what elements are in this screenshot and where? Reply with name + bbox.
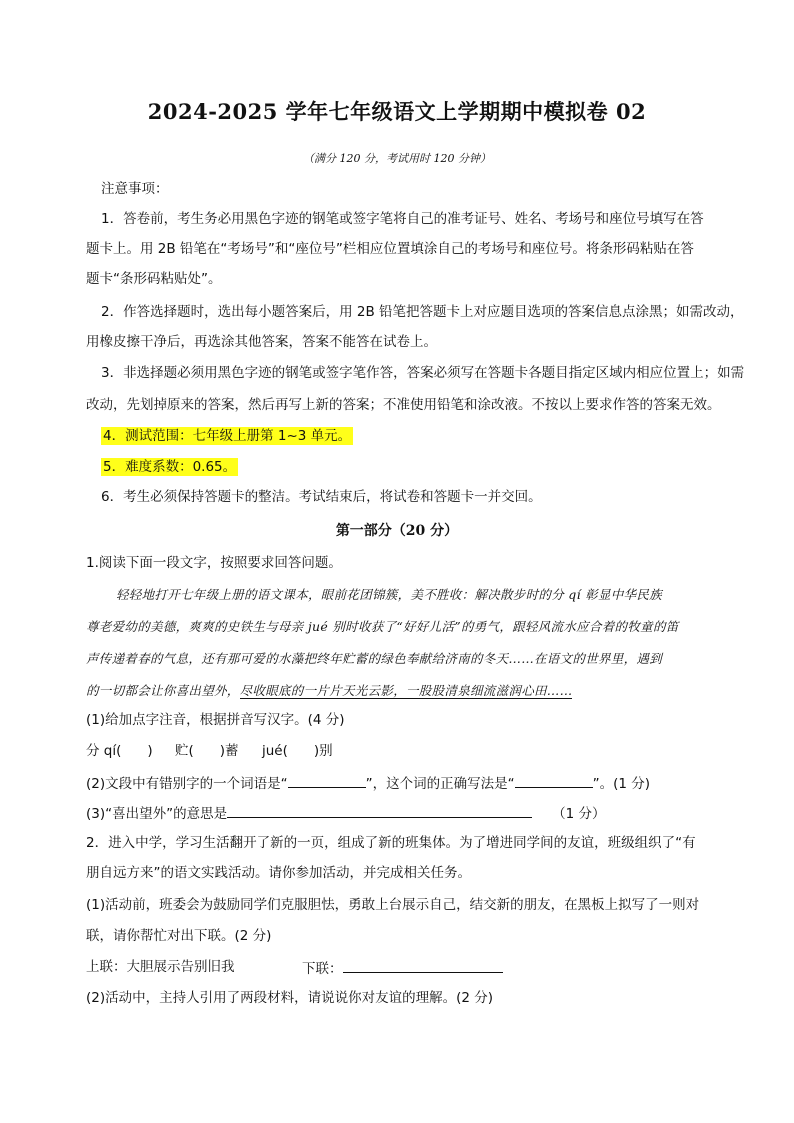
exam-info: （满分 120 分，考试用时 120 分钟） — [303, 152, 491, 165]
section-heading: 第一部分（20 分） — [335, 523, 459, 539]
page-title: 2024-2025 学年七年级语文上学期期中模拟卷 02 — [147, 99, 647, 124]
couplet-upper: 上联：大胆展示告别旧我 — [86, 959, 235, 975]
question-2-sub-2: (2)活动中，主持人引用了两段材料，请说说你对友谊的理解。(2 分) — [86, 990, 494, 1006]
answer-blank-wrong-word[interactable] — [288, 773, 366, 788]
question-2-line-2: 朋自远方来”的语文实践活动。请你参加活动，并完成相关任务。 — [86, 865, 471, 881]
question-2-sub-1-line-2: 联，请你帮忙对出下联。(2 分) — [86, 928, 272, 944]
couplet-lower: 下联： — [302, 958, 503, 978]
notice-item-1-line-1: 1．答卷前，考生务必用黑色字迹的钢笔或签字笔将自己的准考证号、姓名、考场号和座位号填写在答 — [101, 211, 704, 227]
passage-line-2: 尊老爱幼的美德，爽爽的史铁生与母亲 jué 别时收获了“好好儿活”的勇气，跟轻风流水应合着的牧童的笛 — [86, 619, 679, 634]
passage-line-1: 轻轻地打开七年级上册的语文课本，眼前花团锦簇，美不胜收：解决散步时的分 qí 彰显中华民族 — [116, 587, 662, 602]
notice-item-1-line-2: 题卡上。用 2B 铅笔在“考场号”和“座位号”栏相应位置填涂自己的考场号和座位号。将条形码粘贴在答 — [86, 241, 694, 257]
question-1-stem: 1.阅读下面一段文字，按照要求回答问题。 — [86, 555, 342, 571]
passage-line-3: 声传递着春的气息，还有那可爱的水藻把终年贮蓄的绿色奉献给济南的冬天……在语文的世界里，遇到 — [86, 651, 663, 666]
answer-blank-lower-couplet[interactable] — [343, 958, 503, 973]
answer-blank-meaning[interactable] — [227, 803, 532, 818]
passage-underlined-sentence: 尽收眼底的一片片天光云影，一股股清泉细流滋润心田…… — [239, 683, 573, 698]
passage-line-4-start: 的一切都会让你喜出望外， — [86, 683, 240, 698]
notice-item-2-line-1: 2．作答选择题时，选出每小题答案后，用 2B 铅笔把答题卡上对应题目选项的答案信息点涂黑；如需改动， — [101, 304, 744, 320]
question-1-sub-2: (2)文段中有错别字的一个词语是“ ”，这个词的正确写法是“ ”。(1 分) — [86, 773, 650, 793]
pinyin-item-jue: jué( )别 — [262, 743, 333, 759]
question-2-line-1: 2．进入中学，学习生活翻开了新的一页，组成了新的班集体。为了增进同学间的友谊，班级组织了“有 — [86, 835, 696, 851]
passage-line-4 — [86, 681, 572, 699]
notice-item-5 — [101, 458, 238, 476]
notice-item-4 — [101, 427, 353, 445]
question-1-sub-1: (1)给加点字注音，根据拼音写汉字。(4 分) — [86, 712, 345, 728]
notice-item-2-line-2: 用橡皮擦干净后，再选涂其他答案，答案不能答在试卷上。 — [86, 334, 437, 350]
question-2-sub-1-line-1: (1)活动前，班委会为鼓励同学们克服胆怯，勇敢上台展示自己，结交新的朋友，在黑板上拟写了一则对 — [86, 897, 700, 913]
notice-item-3-line-2: 改动，先划掉原来的答案，然后再写上新的答案；不准使用铅笔和涂改液。不按以上要求作答的答案无效。 — [86, 397, 721, 413]
pinyin-item-qi: 分 qí( ) — [86, 743, 153, 759]
notice-item-6: 6．考生必须保持答题卡的整洁。考试结束后，将试卷和答题卡一并交回。 — [101, 489, 542, 505]
highlight-difficulty: 5．难度系数：0.65。 — [103, 459, 237, 475]
pinyin-item-zhu: 贮( )蓄 — [175, 743, 239, 759]
question-1-sub-3: (3)“喜出望外”的意思是 （1 分） — [86, 803, 606, 823]
notice-heading: 注意事项： — [101, 181, 169, 197]
notice-item-1-line-3: 题卡“条形码粘贴处”。 — [86, 271, 222, 287]
notice-item-3-line-1: 3．非选择题必须用黑色字迹的钢笔或签字笔作答，答案必须写在答题卡各题目指定区域内相应位置上；如需 — [101, 365, 745, 381]
answer-blank-correct-word[interactable] — [515, 773, 593, 788]
highlight-test-scope: 4．测试范围：七年级上册第 1~3 单元。 — [103, 428, 352, 444]
